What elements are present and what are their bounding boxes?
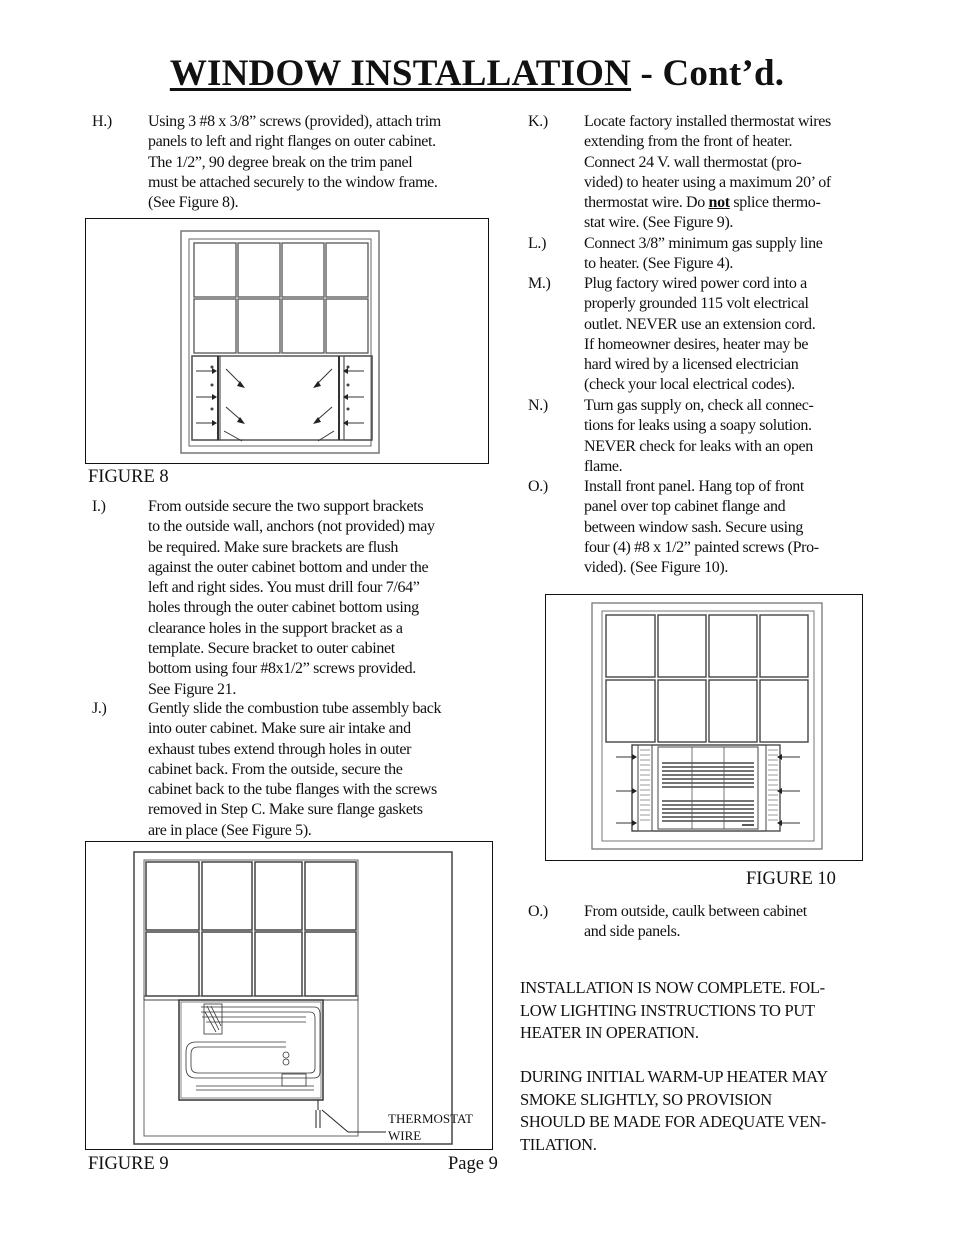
step-line: (See Figure 8). [148, 194, 239, 212]
step-o-caulk [528, 902, 888, 944]
step-label: K.) [528, 113, 548, 130]
step-label: N.) [528, 397, 548, 414]
step-line: must be attached securely to the window frame. [148, 173, 438, 191]
step-line: NEVER check for leaks with an open [584, 437, 813, 455]
step-line: Locate factory installed thermostat wires [584, 113, 831, 130]
step-line: hard wired by a licensed electrician [584, 356, 799, 374]
notice-line: INSTALLATION IS NOW COMPLETE. FOL- [520, 978, 825, 997]
step-line: removed in Step C. Make sure flange gaskets [148, 801, 423, 819]
step-line: tions for leaks using a soapy solution. [584, 417, 812, 435]
figure-9-illustration [85, 841, 493, 1150]
step-line: and side panels. [584, 923, 681, 941]
step-j [92, 699, 492, 844]
emphasis-not: not [708, 194, 730, 212]
notice-line: DURING INITIAL WARM-UP HEATER MAY [520, 1067, 828, 1086]
page-title-suffix: - Cont’d. [631, 53, 785, 94]
thermostat-wire-label [388, 1110, 473, 1144]
step-line: to the outside wall, anchors (not provided) may [148, 518, 435, 536]
step-l [528, 234, 888, 276]
figure-10-drawing [546, 595, 864, 862]
step-line: panels to left and right flanges on outer cabinet. [148, 133, 436, 151]
step-line: The 1/2”, 90 degree break on the trim panel [148, 153, 413, 171]
step-label: H.) [92, 113, 112, 130]
step-line: vided). (See Figure 10). [584, 559, 729, 577]
step-line [584, 193, 831, 213]
step-line: (check your local electrical codes). [584, 376, 795, 394]
step-k [528, 112, 888, 237]
step-label: L.) [528, 235, 547, 252]
step-line: between window sash. Secure using [584, 518, 804, 536]
step-line: exhaust tubes extend through holes in outer [148, 740, 412, 758]
notice-line: SHOULD BE MADE FOR ADEQUATE VEN- [520, 1112, 826, 1131]
step-line: From outside secure the two support brackets [148, 498, 424, 515]
figure-10-illustration [545, 594, 863, 861]
step-line: bottom using four #8x1/2” screws provided. [148, 660, 416, 678]
step-label: M.) [528, 275, 551, 292]
step-line: vided) to heater using a maximum 20’ of [584, 173, 831, 191]
figure-8-drawing [86, 219, 490, 465]
figure-9-drawing [86, 842, 494, 1151]
step-m [528, 274, 888, 399]
step-line: be required. Make sure brackets are flush [148, 538, 398, 556]
step-o-install-front-panel [528, 477, 888, 581]
step-line: Install front panel. Hang top of front [584, 478, 804, 495]
step-line: Gently slide the combustion tube assembly back [148, 700, 442, 717]
step-line: extending from the front of heater. [584, 133, 793, 151]
page-number: Page 9 [448, 1154, 498, 1174]
step-h [92, 112, 492, 214]
step-line: stat wire. (See Figure 9). [584, 214, 734, 232]
step-line: Connect 24 V. wall thermostat (pro- [584, 153, 802, 171]
thermostat-wire-line: THERMOSTAT [388, 1111, 473, 1126]
step-line: against the outer cabinet bottom and under the [148, 558, 429, 576]
step-line: See Figure 21. [148, 680, 236, 698]
step-line: Turn gas supply on, check all connec- [584, 397, 814, 414]
thermostat-wire-line: WIRE [388, 1128, 422, 1143]
step-line: into outer cabinet. Make sure air intake and [148, 720, 411, 738]
step-line: four (4) #8 x 1/2” painted screws (Pro- [584, 538, 819, 556]
step-line: outlet. NEVER use an extension cord. [584, 315, 816, 333]
step-line: holes through the outer cabinet bottom using [148, 599, 419, 617]
step-label: I.) [92, 498, 106, 515]
figure-9-caption: FIGURE 9 [88, 1154, 169, 1174]
step-label: O.) [528, 478, 548, 495]
installation-complete-notice [520, 977, 880, 1045]
notice-line: HEATER IN OPERATION. [520, 1023, 699, 1042]
step-line-start: thermostat wire. Do [584, 194, 709, 212]
step-line: to heater. (See Figure 4). [584, 255, 734, 273]
figure-8-illustration [85, 218, 489, 464]
page-title-main: WINDOW INSTALLATION [169, 53, 632, 94]
warm-up-notice [520, 1066, 880, 1156]
step-line: cabinet back to the tube flanges with the screws [148, 781, 437, 799]
step-line: If homeowner desires, heater may be [584, 335, 809, 353]
notice-line: LOW LIGHTING INSTRUCTIONS TO PUT [520, 1000, 815, 1020]
step-line-end: splice thermo- [729, 194, 821, 212]
step-line: template. Secure bracket to outer cabinet [148, 640, 395, 658]
page-title [0, 52, 954, 95]
step-line: From outside, caulk between cabinet [584, 903, 807, 920]
figure-8-caption: FIGURE 8 [88, 467, 169, 487]
step-line: cabinet back. From the outside, secure the [148, 760, 403, 778]
step-line: are in place (See Figure 5). [148, 821, 312, 839]
step-line: Connect 3/8” minimum gas supply line [584, 235, 823, 252]
step-line: Plug factory wired power cord into a [584, 275, 807, 292]
step-label: O.) [528, 903, 548, 920]
step-i [92, 497, 492, 702]
notice-line: SMOKE SLIGHTLY, SO PROVISION [520, 1089, 772, 1109]
notice-line: TILATION. [520, 1134, 597, 1154]
step-n [528, 396, 888, 480]
step-line: left and right sides. You must drill four 7/64” [148, 579, 420, 597]
step-line: properly grounded 115 volt electrical [584, 295, 809, 313]
step-label: J.) [92, 700, 107, 717]
figure-10-caption: FIGURE 10 [746, 869, 836, 889]
step-line: flame. [584, 457, 623, 475]
step-line: panel over top cabinet flange and [584, 498, 786, 516]
step-line: Using 3 #8 x 3/8” screws (provided), attach trim [148, 113, 441, 130]
step-line: clearance holes in the support bracket as a [148, 619, 403, 637]
